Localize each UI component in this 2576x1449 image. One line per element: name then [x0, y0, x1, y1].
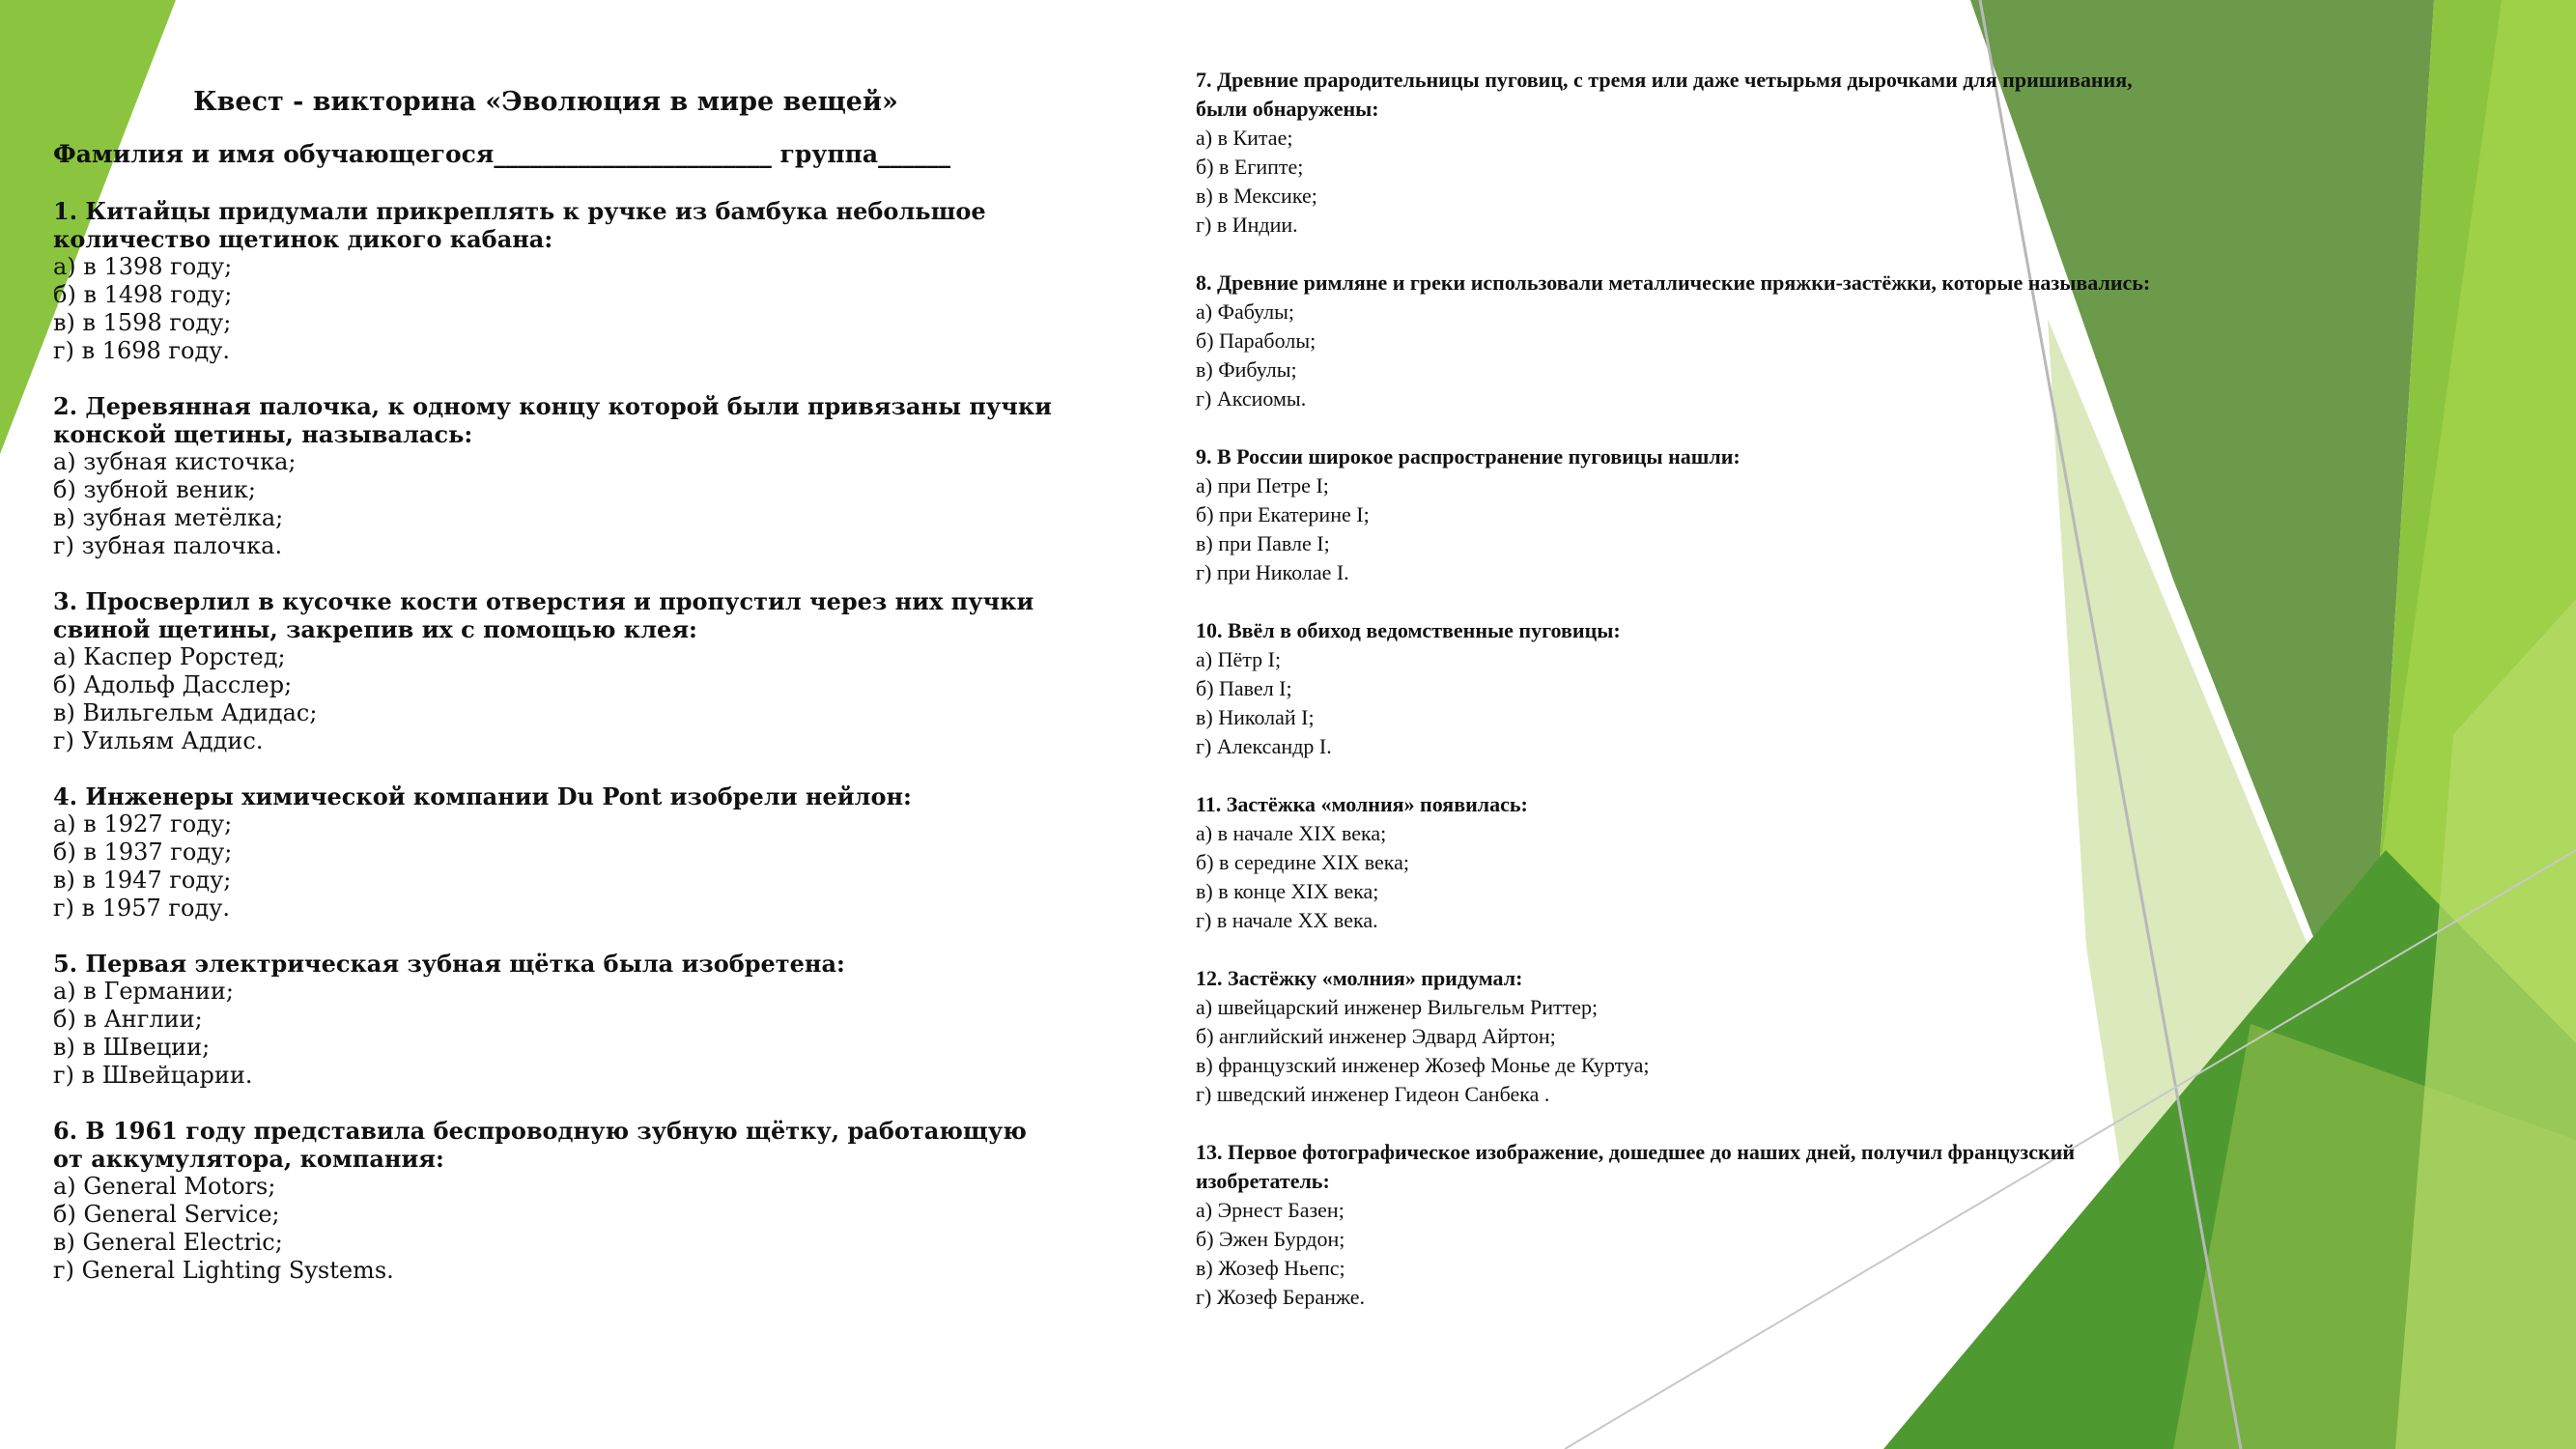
answer-option: в) в 1947 году;: [53, 867, 232, 894]
left-question-list: [53, 197, 1058, 1285]
answer-option: в) Николай I;: [1196, 705, 1315, 729]
answer-option: б) зубной веник;: [53, 476, 256, 503]
answer-option: б) английский инженер Эдвард Айртон;: [1196, 1024, 1556, 1048]
answer-option: б) Параболы;: [1196, 328, 1316, 353]
answer-option: г) General Lighting Systems.: [53, 1257, 394, 1284]
answer-option: в) в Мексике;: [1196, 184, 1317, 208]
question-block: [1196, 1138, 2162, 1312]
question-text: 2. Деревянная палочка, к одному концу которой были привязаны пучки конской щетины, называлась:: [53, 392, 1052, 448]
answer-option: б) General Service;: [53, 1201, 280, 1228]
answer-option: в) французский инженер Жозеф Монье де Куртуа;: [1196, 1053, 1650, 1077]
answer-option: в) Жозеф Ньепс;: [1196, 1256, 1345, 1280]
answer-option: в) Фибулы;: [1196, 357, 1297, 382]
answer-option: в) в Швеции;: [53, 1034, 211, 1061]
question-block: [53, 587, 1058, 755]
answer-option: а) в начале XIX века;: [1196, 821, 1387, 845]
answer-option: б) Адольф Дасслер;: [53, 671, 293, 698]
answer-option: г) в Швейцарии.: [53, 1062, 253, 1089]
answer-option: г) в 1698 году.: [53, 337, 230, 364]
question-text: 4. Инженеры химической компании Du Pont изобрели нейлон:: [53, 782, 912, 810]
answer-option: в) в 1598 году;: [53, 309, 232, 336]
answer-option: а) в 1398 году;: [53, 253, 233, 280]
question-text: 5. Первая электрическая зубная щётка была изобретена:: [53, 950, 845, 978]
question-block: [53, 197, 1058, 365]
question-block: [53, 950, 1058, 1090]
answer-option: г) при Николае I.: [1196, 560, 1349, 584]
answer-option: г) Александр I.: [1196, 734, 1332, 758]
question-text: 6. В 1961 году представила беспроводную зубную щётку, работающую от аккумулятора, компания:: [53, 1117, 1027, 1173]
answer-option: г) Жозеф Беранже.: [1196, 1285, 1366, 1309]
answer-option: в) Вильгельм Адидас;: [53, 699, 318, 726]
answer-option: б) в Египте;: [1196, 155, 1304, 179]
answer-option: г) зубная палочка.: [53, 532, 283, 559]
answer-option: в) при Павле I;: [1196, 531, 1330, 555]
answer-option: г) в Индии.: [1196, 213, 1298, 237]
answer-option: б) Эжен Бурдон;: [1196, 1227, 1345, 1251]
answer-option: а) Фабулы;: [1196, 299, 1294, 324]
answer-option: г) шведский инженер Гидеон Санбека .: [1196, 1082, 1550, 1106]
answer-option: б) при Екатерине I;: [1196, 502, 1370, 526]
question-block: [1196, 269, 2162, 413]
answer-option: б) в 1937 году;: [53, 838, 233, 866]
answer-option: а) зубная кисточка;: [53, 448, 297, 475]
question-block: [1196, 66, 2162, 240]
page-title: Квест - викторина «Эволюция в мире вещей»: [193, 87, 898, 117]
answer-option: б) в Англии;: [53, 1006, 203, 1033]
answer-option: а) в Германии;: [53, 978, 234, 1005]
answer-option: а) в Китае;: [1196, 126, 1293, 150]
answer-option: г) Аксиомы.: [1196, 386, 1307, 411]
student-name-line: Фамилия и имя обучающегося_______________________ группа______: [53, 140, 951, 168]
answer-option: б) в 1498 году;: [53, 281, 233, 308]
question-block: [1196, 442, 2162, 587]
question-block: [1196, 790, 2162, 935]
left-column: [53, 87, 1058, 1312]
question-block: [53, 392, 1058, 560]
answer-option: а) при Петре I;: [1196, 473, 1329, 497]
question-block: [1196, 616, 2162, 761]
question-text: 12. Застёжку «молния» придумал:: [1196, 966, 1523, 990]
answer-option: а) Пётр I;: [1196, 647, 1282, 671]
answer-option: г) в 1957 году.: [53, 895, 230, 922]
answer-option: а) General Motors;: [53, 1173, 276, 1200]
question-block: [1196, 964, 2162, 1109]
answer-option: а) Каспер Рорстед;: [53, 643, 286, 670]
answer-option: а) в 1927 году;: [53, 810, 233, 838]
answer-option: г) в начале XX века.: [1196, 908, 1378, 932]
right-question-list: [1196, 66, 2162, 1312]
question-text: 13. Первое фотографическое изображение, дошедшее до наших дней, получил французский изобретатель:: [1196, 1140, 2076, 1193]
answer-option: б) в середине XIX века;: [1196, 850, 1410, 874]
answer-option: в) зубная метёлка;: [53, 504, 284, 531]
question-text: 7. Древние прародительницы пуговиц, с тремя или даже четырьмя дырочками для пришивания, были обнаружены:: [1196, 68, 2133, 121]
answer-option: г) Уильям Аддис.: [53, 727, 264, 754]
question-text: 10. Ввёл в обиход ведомственные пуговицы:: [1196, 618, 1621, 642]
answer-option: а) швейцарский инженер Вильгельм Риттер;: [1196, 995, 1599, 1019]
question-text: 1. Китайцы придумали прикреплять к ручке из бамбука небольшое количество щетинок дикого кабана:: [53, 197, 986, 253]
question-block: [53, 782, 1058, 923]
question-text: 11. Застёжка «молния» появилась:: [1196, 792, 1528, 816]
question-block: [53, 1117, 1058, 1285]
answer-option: а) Эрнест Базен;: [1196, 1198, 1345, 1222]
question-text: 9. В России широкое распространение пуговицы нашли:: [1196, 444, 1741, 469]
question-text: 3. Просверлил в кусочке кости отверстия и пропустил через них пучки свиной щетины, закрепив их с помощью клея:: [53, 587, 1034, 643]
answer-option: в) в конце XIX века;: [1196, 879, 1379, 903]
question-text: 8. Древние римляне и греки использовали металлические пряжки-застёжки, которые назывались:: [1196, 270, 2151, 295]
right-column: [1196, 66, 2162, 1341]
answer-option: в) General Electric;: [53, 1229, 283, 1256]
answer-option: б) Павел I;: [1196, 676, 1292, 700]
